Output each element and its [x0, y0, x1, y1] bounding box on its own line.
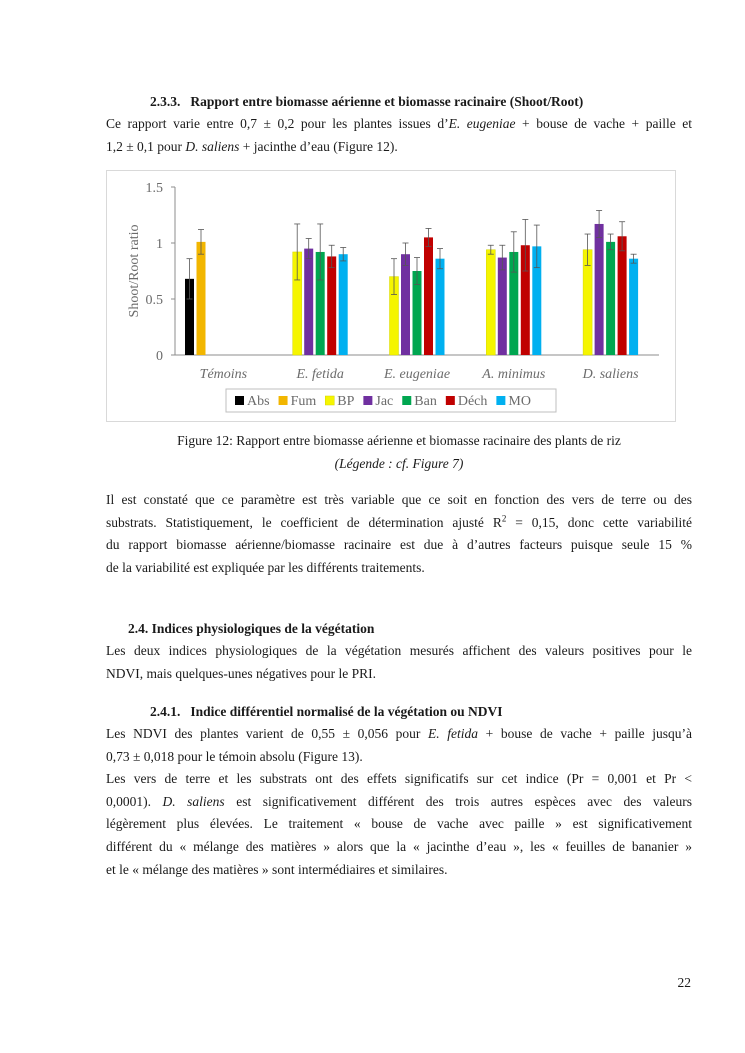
legend-swatch-bp [325, 396, 334, 405]
text-line: 1,2 ± 0,1 pour D. saliens + jacinthe d’eau (Figure 12). [106, 138, 398, 154]
paragraph-shoot-root-intro [106, 113, 692, 158]
section-heading-2-3-3 [150, 94, 583, 110]
text-line: légèrement plus élevées. Le traitement « bouse de vache avec paille » est significativement [106, 816, 692, 832]
bar-jac [595, 224, 604, 355]
bar-fum [197, 242, 206, 355]
legend-swatch-jac [363, 396, 372, 405]
legend-label-abs: Abs [247, 394, 270, 409]
legend-swatch-fum [279, 396, 288, 405]
legend-swatch-ban [402, 396, 411, 405]
y-axis-label: Shoot/Root ratio [127, 224, 142, 318]
legend-label-fum: Fum [290, 394, 317, 409]
text-line: 0,0001). D. saliens est significativement différent des trois autres espèces avec des valeurs [106, 793, 693, 809]
text-line: Ce rapport varie entre 0,7 ± 0,2 pour les plantes issues d’E. eugeniae + bouse de vache + paille et [106, 116, 692, 131]
legend-swatch-abs [235, 396, 244, 405]
y-tick-label: 0 [156, 349, 163, 364]
page-number: 22 [677, 975, 691, 990]
bar-déch [618, 236, 627, 355]
section-number: 2.3.3. [150, 94, 181, 109]
x-category-label: D. saliens [582, 367, 639, 382]
text-line: NDVI, mais quelques-unes négatives pour le PRI. [106, 665, 376, 681]
bar-déch [327, 256, 336, 355]
text-line: Les vers de terre et les substrats ont des effets significatifs sur cet indice (Pr = 0,001 et Pr < [106, 771, 692, 787]
y-tick-label: 1 [156, 237, 163, 252]
legend-swatch-déch [446, 396, 455, 405]
bar-jac [498, 258, 507, 355]
text-line: du rapport biomasse aérienne/biomasse racinaire est due à d’autres facteurs puisque seule 15 % [106, 537, 692, 553]
y-tick-label: 0.5 [145, 293, 163, 308]
bar-mo [629, 259, 638, 355]
legend-label-ban: Ban [414, 394, 437, 409]
paragraph-variability [106, 489, 692, 579]
bar-ban [606, 242, 615, 355]
legend-label-déch: Déch [457, 394, 488, 409]
text-line: de la variabilité est expliquée par les différents traitements. [106, 559, 425, 575]
figure-legend-note: (Légende : cf. Figure 7) [334, 456, 464, 471]
legend-label-bp: BP [337, 394, 355, 409]
text-line: substrats. Statistiquement, le coefficient de détermination ajusté $R^2 = 0,15$, donc cette variabilité [106, 513, 692, 530]
legend-swatch-mo [496, 396, 505, 405]
x-category-label: A. minimus [482, 367, 546, 382]
text-line: Il est constaté que ce paramètre est très variable que ce soit en fonction des vers de terre ou des [106, 492, 692, 507]
x-category-label: Témoins [199, 367, 248, 382]
y-tick-label: 1.5 [145, 181, 163, 196]
bar-mo [339, 254, 348, 355]
section-title: Indice différentiel normalisé de la végétation ou NDVI [190, 704, 503, 719]
bar-jac [304, 249, 313, 355]
legend-label-jac: Jac [375, 394, 394, 409]
paragraph-indices [106, 640, 692, 685]
bar-bp [486, 250, 495, 355]
section-title: Rapport entre biomasse aérienne et biomasse racinaire (Shoot/Root) [190, 94, 584, 109]
bar-jac [401, 254, 410, 355]
bar-déch [424, 237, 433, 355]
text-line: différent du « mélange des matières » alors que la « jacinthe d’eau », les « feuilles de bananier » [106, 838, 692, 854]
x-category-label: E. fetida [296, 367, 344, 382]
paragraph-ndvi [106, 723, 692, 881]
shoot-root-bar-chart [107, 171, 675, 421]
text-line: 0,73 ± 0,018 pour le témoin absolu (Figure 13). [106, 748, 363, 764]
section-number: 2.4.1. [150, 704, 181, 719]
legend-label-mo: MO [508, 394, 531, 409]
text-line: et le « mélange des matières » sont intermédiaires et similaires. [106, 861, 448, 877]
text-line: Les deux indices physiologiques de la végétation mesurés affichent des valeurs positives pour le [106, 643, 692, 658]
figure-12-chart [106, 170, 676, 422]
bar-mo [436, 259, 445, 355]
section-heading-2-4: 2.4. Indices physiologiques de la végétation [128, 621, 375, 636]
x-category-label: E. eugeniae [383, 367, 451, 382]
figure-caption: Figure 12: Rapport entre biomasse aérienne et biomasse racinaire des plants de riz [177, 433, 621, 448]
text-line: Les NDVI des plantes varient de 0,55 ± 0,056 pour E. fetida + bouse de vache + paille jusqu’à [106, 726, 692, 741]
section-heading-2-4-1 [150, 704, 502, 720]
